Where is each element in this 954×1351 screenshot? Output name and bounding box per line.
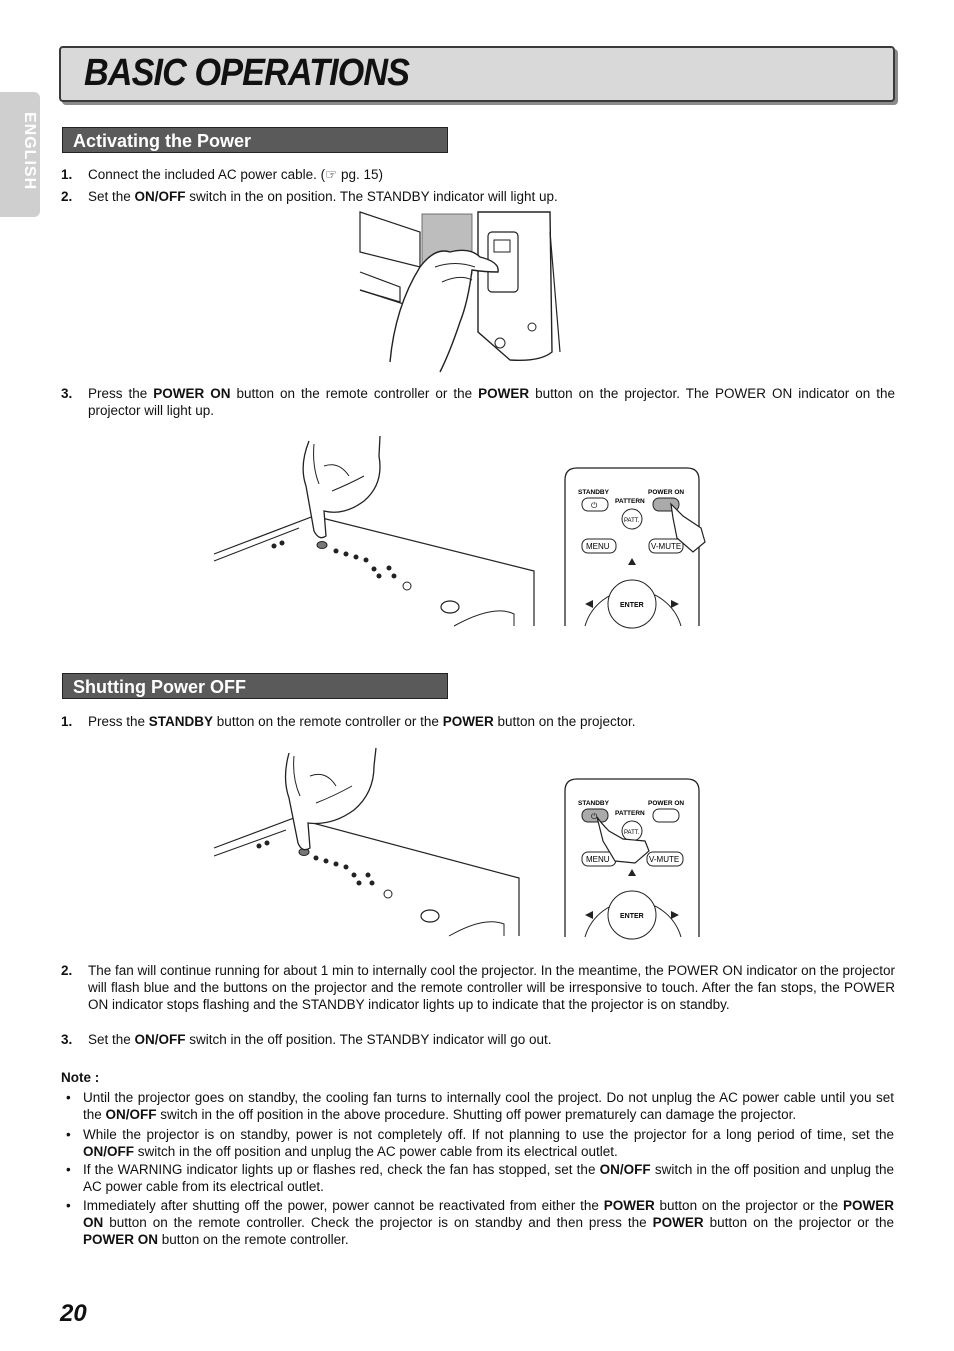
note-label: Note : [61, 1070, 100, 1085]
bullet-icon: • [66, 1127, 71, 1142]
bold-term: ON/OFF [599, 1162, 651, 1177]
bullet-icon: • [66, 1198, 71, 1213]
bold-term: ON/OFF [134, 1032, 186, 1047]
bold-term: ON/OFF [134, 189, 186, 204]
step [61, 188, 895, 205]
bullet-icon: • [66, 1090, 71, 1105]
step-number: 3. [61, 386, 73, 401]
enter-label: ENTER [620, 602, 644, 609]
bold-term: POWER ON [153, 386, 231, 401]
note-text: Immediately after shutting off the power, power cannot be reactivated from either the POWER button on the projector or the POWER ON button on the remote controller. Check the projector is on standby and then press the POWER button on the projector or the POWER ON button on the remote controller. [83, 1198, 894, 1247]
bold-term: STANDBY [148, 714, 214, 729]
power-symbol-icon: ⏻ [591, 812, 598, 821]
step [61, 1031, 895, 1048]
patt-label: PATT. [624, 830, 640, 836]
step-text: Connect the included AC power cable. (☞ pg. 15) [88, 167, 384, 182]
remote-illustration-standby [565, 779, 701, 937]
power-on-label: POWER ON [648, 800, 685, 807]
page-title: BASIC OPERATIONS [84, 52, 410, 94]
bold-term: POWER ON [83, 1198, 894, 1230]
patt-label: PATT. [624, 518, 640, 524]
bold-term: POWER [652, 1215, 704, 1230]
step-number: 2. [61, 963, 73, 978]
note-text: While the projector is on standby, power is not completely off. If not planning to use the projector for a long period of time, set the ON/OFF switch in the off position and unplug the AC power cable from its electrical outlet. [83, 1127, 894, 1159]
note-bullet [66, 1126, 894, 1160]
step [61, 166, 895, 183]
step-text: Press the STANDBY button on the remote controller or the POWER button on the projector. [88, 714, 636, 729]
step-text: Press the POWER ON button on the remote controller or the POWER button on the projector. The POWER ON indicator on the projector will light up. [88, 386, 895, 418]
step-text: Set the ON/OFF switch in the on position. The STANDBY indicator will light up. [88, 189, 558, 204]
standby-label: STANDBY [578, 800, 609, 807]
bold-term: ON/OFF [83, 1144, 134, 1159]
step-number: 2. [61, 189, 73, 204]
v-mute-label: V-MUTE [649, 855, 680, 864]
bold-term: ON/OFF [105, 1107, 157, 1122]
bold-term: POWER [478, 386, 530, 401]
power-symbol-icon: ⏻ [591, 501, 598, 510]
remote-illustration-power-on [565, 468, 701, 626]
language-tab-label: ENGLISH [21, 112, 38, 191]
power-on-button[interactable] [653, 809, 679, 822]
standby-label: STANDBY [578, 489, 609, 496]
section-heading-activating-power: Activating the Power [62, 127, 448, 153]
projector-standby-illustration [214, 748, 540, 938]
step [61, 962, 895, 1013]
step-number: 1. [61, 714, 73, 729]
step-text: The fan will continue running for about 1 min to internally cool the projector. In the meantime, the POWER ON indicator on the projector will flash blue and the buttons on the projector and the remote controller will be irresponsive to touch. After the fan stops, the POWER ON indicator stops flashing and the STANDBY indicator lights up to indicate that the projector is on standby. [88, 963, 895, 1012]
note-text: Until the projector goes on standby, the cooling fan turns to internally cool the project. Do not unplug the AC power cable until you set the ON/OFF switch in the off position in the above procedure. Shutting off power prematurely can damage the projector. [83, 1090, 894, 1122]
menu-label: MENU [586, 542, 610, 551]
enter-label: ENTER [620, 913, 644, 920]
note-bullet [66, 1089, 894, 1123]
step-number: 3. [61, 1032, 73, 1047]
bold-term: POWER [603, 1198, 655, 1213]
step [61, 385, 895, 419]
note-text: If the WARNING indicator lights up or flashes red, check the fan has stopped, set the ON/OFF switch in the off position and unplug the AC power cable from its electrical outlet. [83, 1162, 894, 1194]
step-number: 1. [61, 167, 73, 182]
pattern-label: PATTERN [615, 810, 645, 817]
menu-label: MENU [586, 855, 610, 864]
step [61, 713, 895, 730]
section-heading-shutting-power-off: Shutting Power OFF [62, 673, 448, 699]
power-on-label: POWER ON [648, 489, 685, 496]
v-mute-label: V-MUTE [651, 542, 682, 551]
bold-term: POWER [442, 714, 494, 729]
bullet-icon: • [66, 1162, 71, 1177]
note-bullet [66, 1161, 894, 1195]
power-switch-illustration [360, 212, 596, 372]
pattern-label: PATTERN [615, 498, 645, 505]
bold-term: POWER ON [83, 1232, 159, 1247]
projector-power-illustration [214, 436, 540, 626]
page-number: 20 [60, 1300, 87, 1327]
step-text: Set the ON/OFF switch in the off position. The STANDBY indicator will go out. [88, 1032, 552, 1047]
note-bullet [66, 1197, 894, 1248]
